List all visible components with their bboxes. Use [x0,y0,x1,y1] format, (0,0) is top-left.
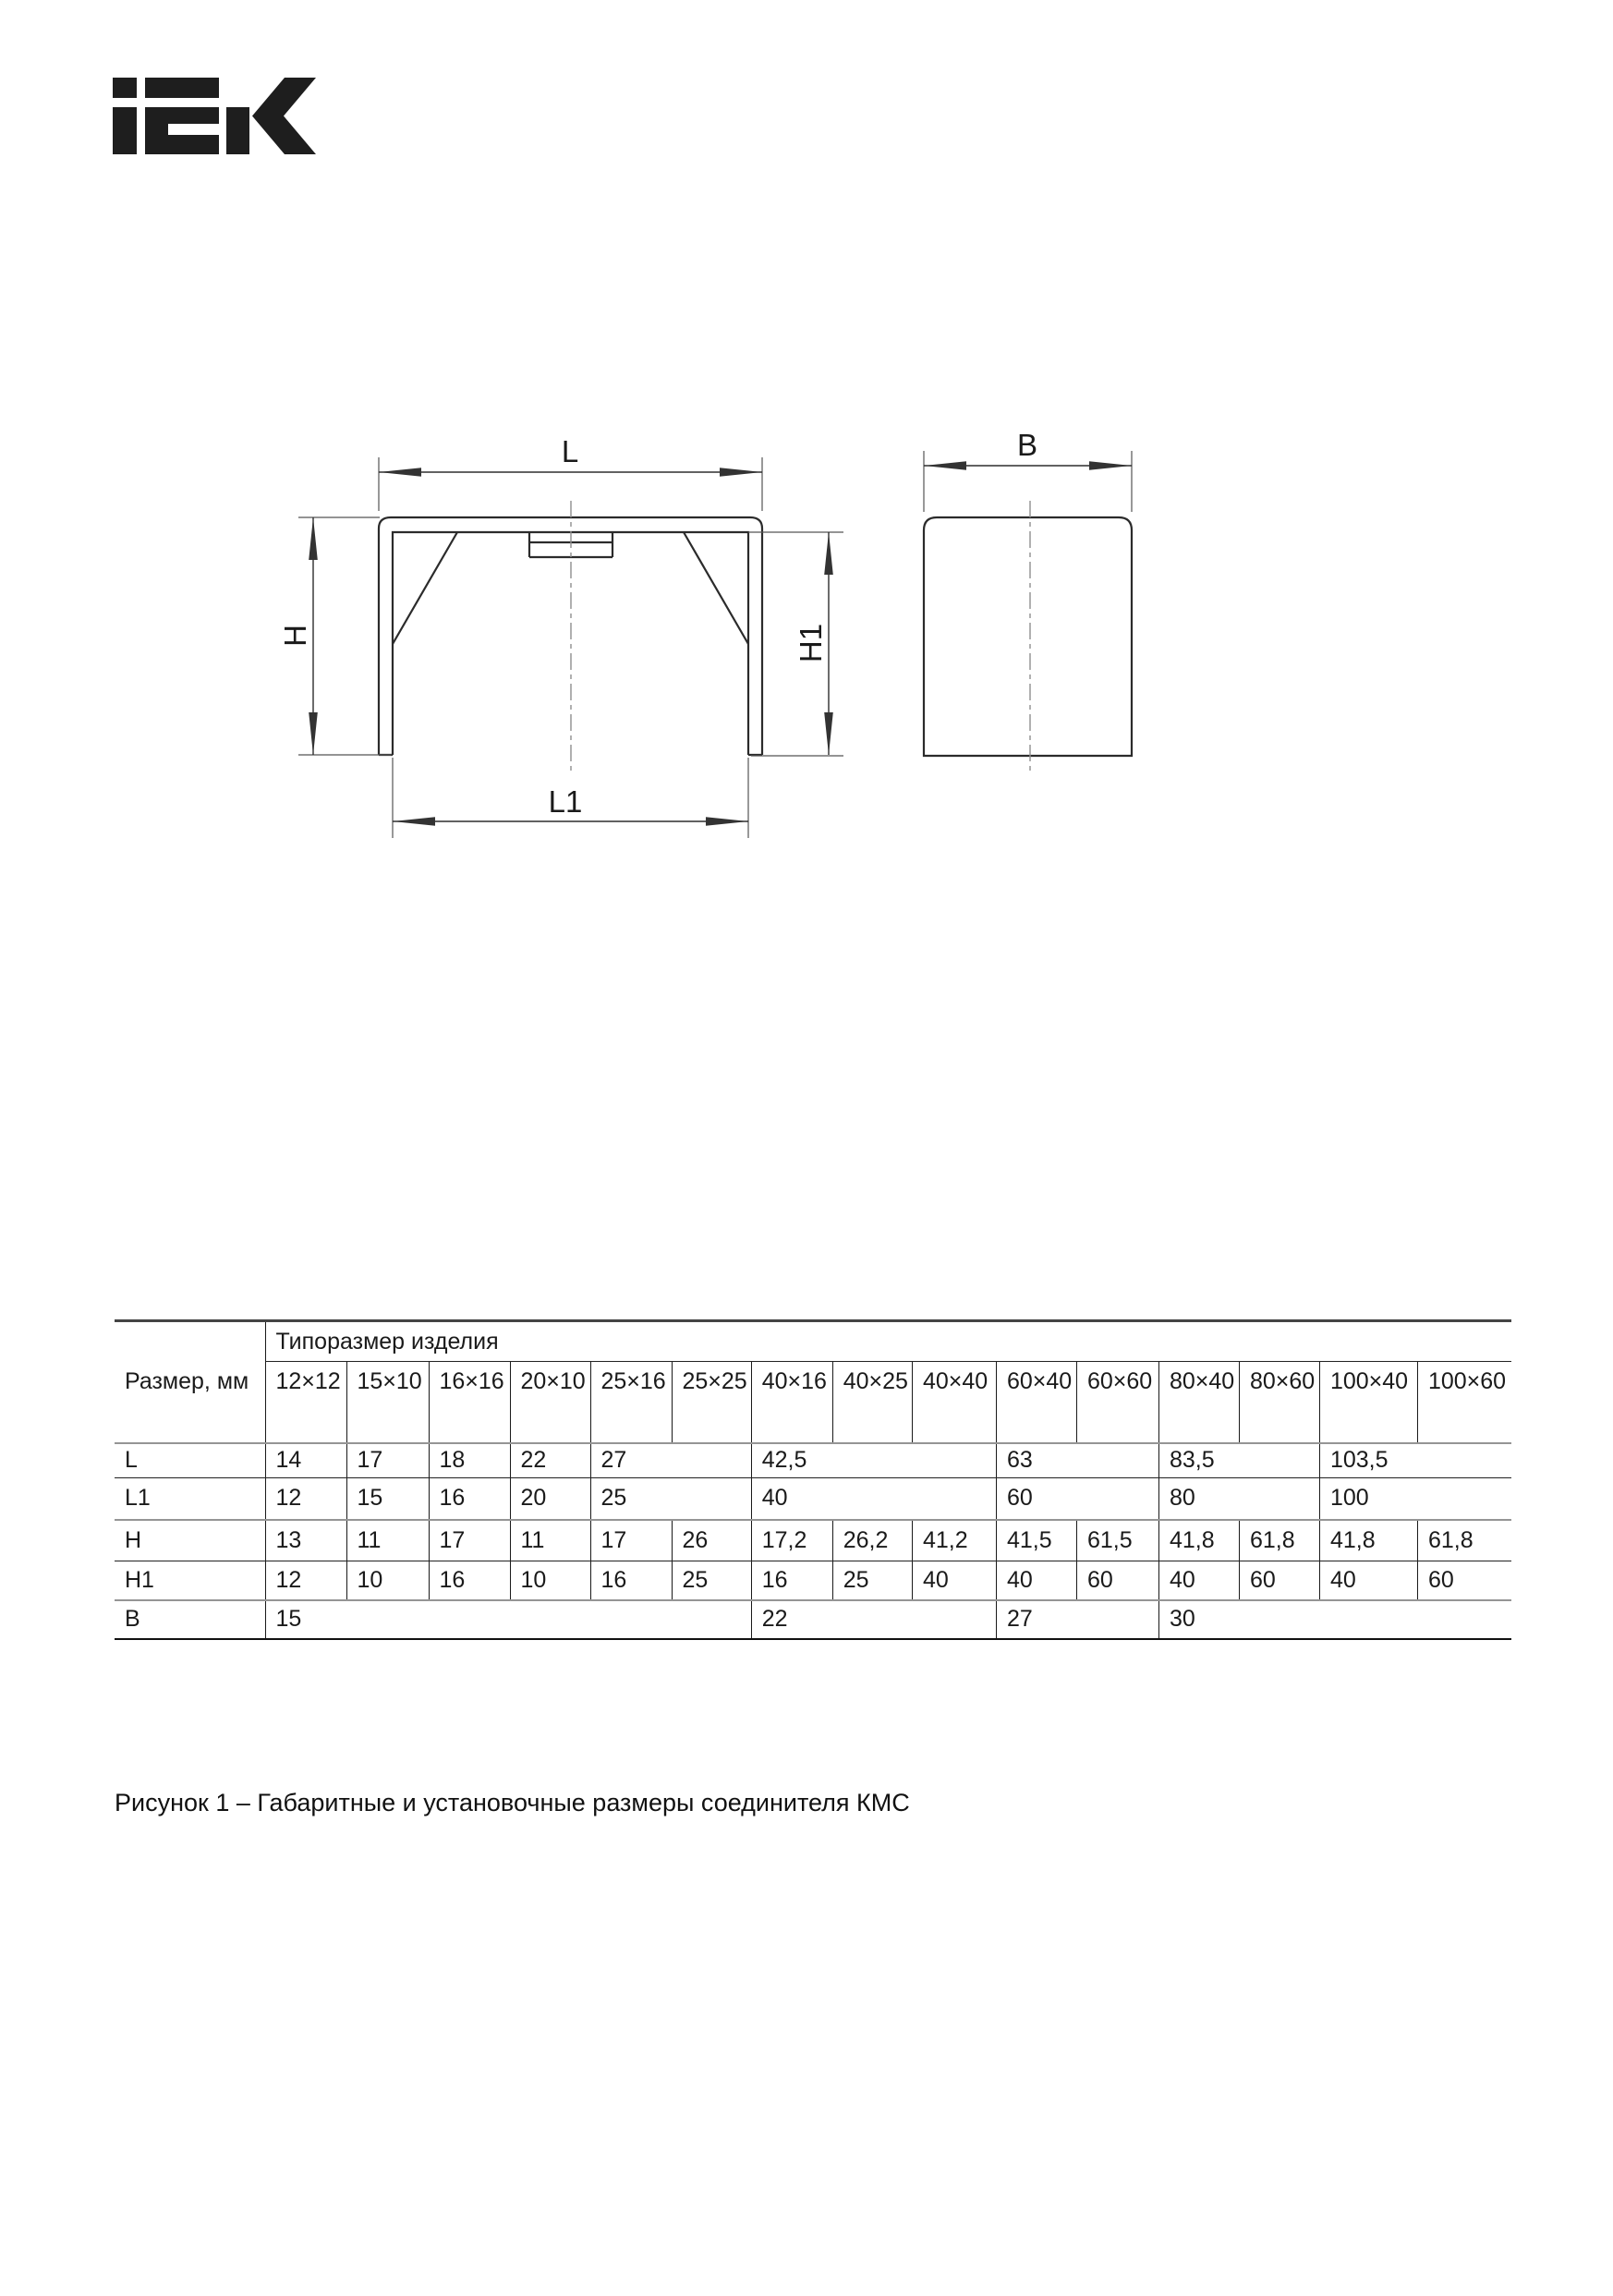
table-cell: 61,8 [1417,1520,1511,1561]
front-view [379,501,762,772]
table-cell: 12 [265,1478,346,1520]
ext-lines-H [298,517,392,755]
row-label: H [115,1520,265,1561]
table-cell: 41,2 [912,1520,996,1561]
table-cell: 16 [429,1478,510,1520]
iek-logo [111,77,318,157]
column-header: 60×40 [996,1362,1076,1443]
iek-logo-letters [113,78,316,154]
dim-label-L: L [561,434,579,468]
table-row [115,1600,1511,1639]
table-cell: 18 [429,1443,510,1478]
size-header-row [115,1362,1511,1443]
table-cell: 27 [590,1443,751,1478]
column-header: 80×40 [1158,1362,1239,1443]
logo-e-body [145,107,219,154]
dimensions-table [115,1319,1511,1640]
column-header: 100×60 [1417,1362,1511,1443]
table-cell: 60 [1076,1561,1158,1600]
column-header: 80×60 [1239,1362,1319,1443]
table-cell: 40 [1319,1561,1417,1600]
logo-k-stem [226,107,249,154]
column-header: 16×16 [429,1362,510,1443]
table-row [115,1520,1511,1561]
table-cell: 63 [996,1443,1158,1478]
extension-lines [298,451,1132,838]
table-cell: 27 [996,1600,1158,1639]
table-cell: 11 [346,1520,429,1561]
table-cell: 25 [590,1478,751,1520]
table-cell: 16 [751,1561,832,1600]
table-cell: 15 [265,1600,751,1639]
row-label: L1 [115,1478,265,1520]
table-cell: 25 [672,1561,751,1600]
column-header: 12×12 [265,1362,346,1443]
table-cell: 17,2 [751,1520,832,1561]
table-row [115,1443,1511,1478]
column-header: 60×60 [1076,1362,1158,1443]
row-label: B [115,1600,265,1639]
table-cell: 25 [832,1561,912,1600]
table-cell: 16 [429,1561,510,1600]
table-cell: 26,2 [832,1520,912,1561]
column-header: 40×25 [832,1362,912,1443]
column-header: 25×25 [672,1362,751,1443]
table-cell: 103,5 [1319,1443,1511,1478]
table-cell: 26 [672,1520,751,1561]
table-cell: 60 [1239,1561,1319,1600]
logo-i-stem [113,107,137,154]
logo-k-chevron [252,78,316,154]
dim-label-B: B [1016,428,1038,462]
table-cell: 12 [265,1561,346,1600]
table-cell: 10 [510,1561,590,1600]
column-header: 20×10 [510,1362,590,1443]
column-header: 40×40 [912,1362,996,1443]
column-header: 25×16 [590,1362,672,1443]
technical-drawing [259,407,1182,859]
table-cell: 16 [590,1561,672,1600]
table-row [115,1478,1511,1520]
column-header: 100×40 [1319,1362,1417,1443]
table-cell: 42,5 [751,1443,996,1478]
logo-i-dot [113,78,137,98]
table-cell: 22 [751,1600,996,1639]
table-cell: 10 [346,1561,429,1600]
table-cell: 40 [751,1478,996,1520]
table-cell: 40 [912,1561,996,1600]
table-cell: 80 [1158,1478,1319,1520]
table-cell: 41,8 [1158,1520,1239,1561]
table-cell: 20 [510,1478,590,1520]
table-cell: 61,8 [1239,1520,1319,1561]
figure-caption: Рисунок 1 – Габаритные и установочные размеры соединителя КМС [115,1789,910,1816]
table-cell: 61,5 [1076,1520,1158,1561]
table-cell: 60 [1417,1561,1511,1600]
dim-label-L1: L1 [548,784,583,819]
row-label: H1 [115,1561,265,1600]
column-header: 15×10 [346,1362,429,1443]
table-cell: 15 [346,1478,429,1520]
side-view [924,501,1132,772]
side-view-outline [924,517,1132,756]
logo-e-top-bar [145,78,219,98]
table-cell: 17 [429,1520,510,1561]
table-cell: 40 [996,1561,1076,1600]
table-cell: 40 [1158,1561,1239,1600]
table-row [115,1561,1511,1600]
column-header: 40×16 [751,1362,832,1443]
dim-label-H: H [278,625,312,647]
table-cell: 14 [265,1443,346,1478]
table-group-header: Типоразмер изделия [265,1321,1511,1362]
table-cell: 17 [346,1443,429,1478]
dimension-lines [313,466,1132,821]
table-corner-header: Размер, мм [115,1321,265,1443]
table-cell: 13 [265,1520,346,1561]
table-cell: 30 [1158,1600,1511,1639]
table-cell: 60 [996,1478,1158,1520]
table-cell: 83,5 [1158,1443,1319,1478]
row-label: L [115,1443,265,1478]
table-cell: 100 [1319,1478,1511,1520]
table-cell: 41,5 [996,1520,1076,1561]
dim-label-H1: H1 [794,623,828,663]
table-cell: 41,8 [1319,1520,1417,1561]
table-cell: 11 [510,1520,590,1561]
table-cell: 17 [590,1520,672,1561]
table-cell: 22 [510,1443,590,1478]
